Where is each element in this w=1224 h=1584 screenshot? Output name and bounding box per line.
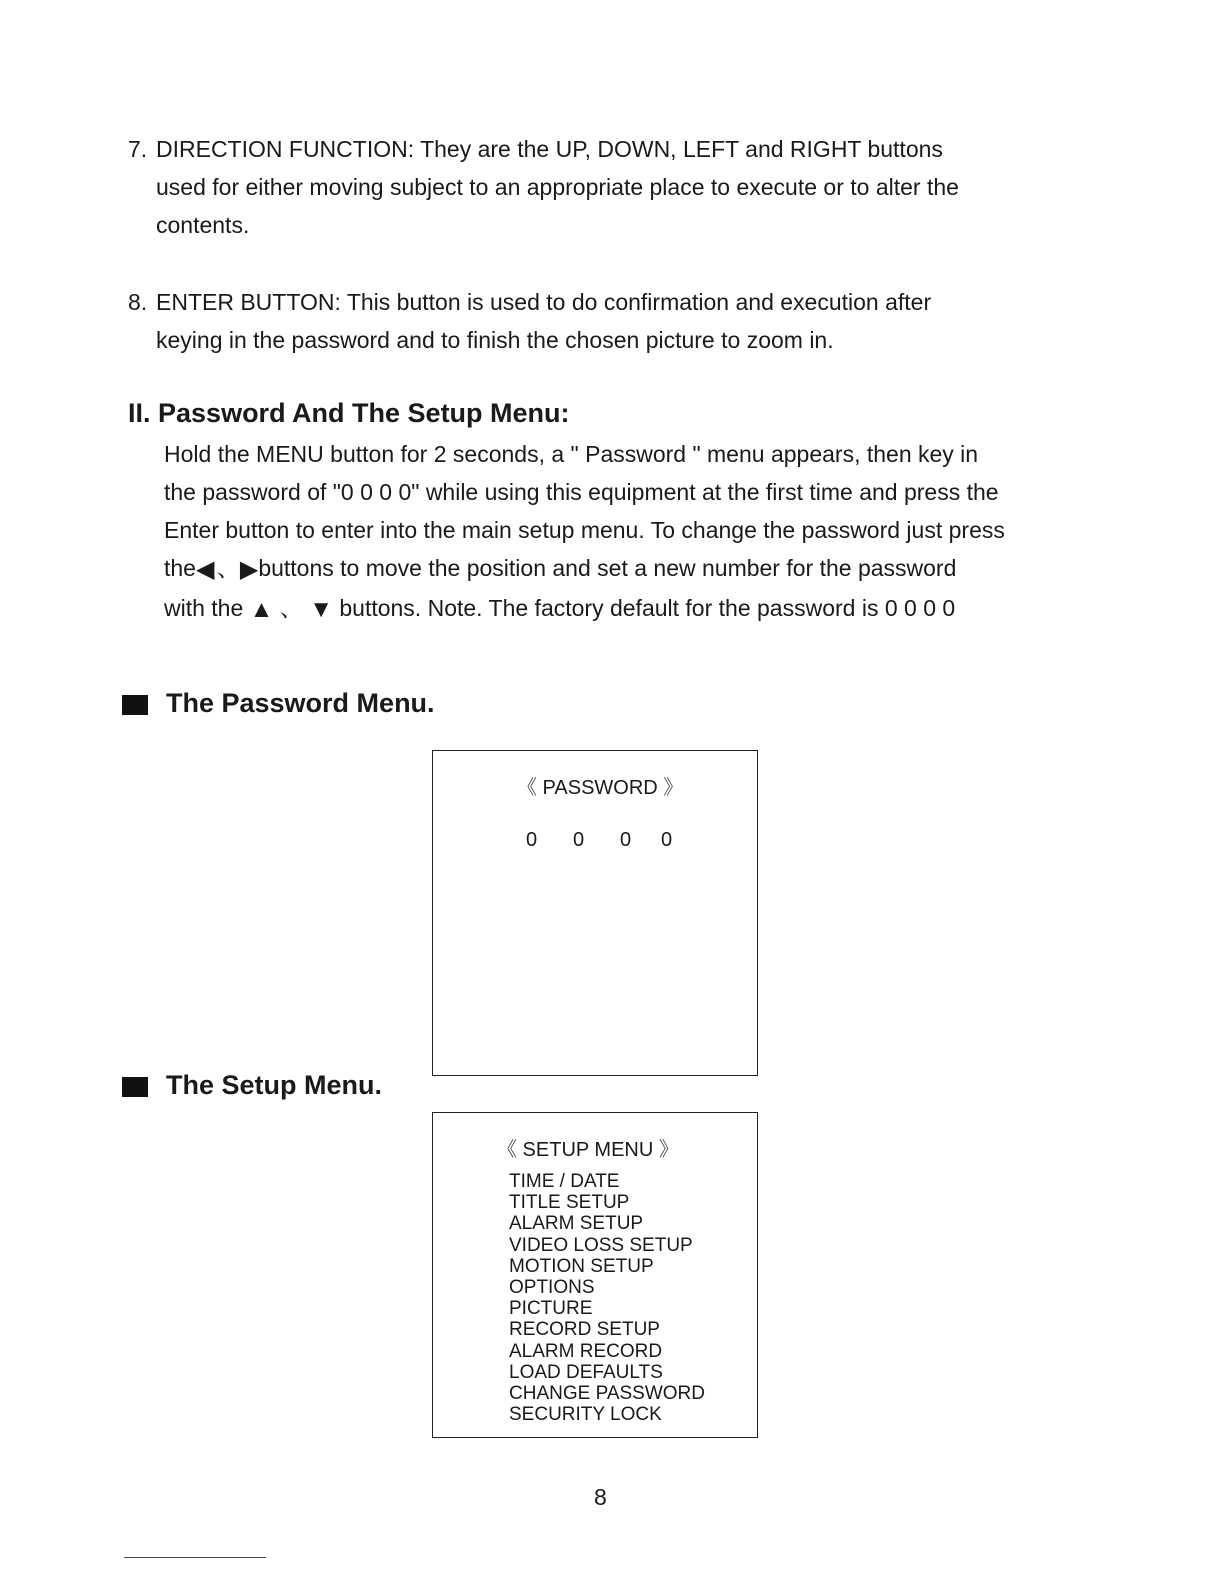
square-bullet-icon bbox=[122, 1077, 148, 1097]
setup-menu-item: TIME / DATE bbox=[509, 1171, 620, 1192]
separator-mark: 、 bbox=[279, 595, 303, 621]
page-number: 8 bbox=[594, 1484, 607, 1510]
password-digit: 0 bbox=[573, 829, 585, 851]
item-number: 8. bbox=[128, 289, 148, 315]
item-line: DIRECTION FUNCTION: They are the UP, DOWN, LEFT and RIGHT buttons bbox=[156, 136, 943, 162]
left-arrow-icon: ◀ bbox=[195, 556, 215, 583]
setup-menu-item: OPTIONS bbox=[509, 1277, 595, 1299]
password-menu-heading bbox=[122, 688, 435, 719]
setup-menu-box bbox=[432, 1112, 758, 1438]
setup-menu-item: SECURITY LOCK bbox=[509, 1404, 662, 1426]
section-paragraph bbox=[164, 435, 1164, 629]
setup-menu-item: ALARM SETUP bbox=[509, 1213, 644, 1235]
para-line: Enter button to enter into the main setup menu. To change the password just press bbox=[164, 517, 1005, 543]
para-text: buttons. Note. The factory default for the password is 0 0 0 0 bbox=[339, 595, 956, 621]
up-arrow-icon: ▲ bbox=[249, 596, 274, 623]
item-number: 7. bbox=[128, 136, 148, 162]
footer-rule bbox=[124, 1557, 266, 1558]
right-arrow-icon: ▶ bbox=[239, 556, 259, 583]
password-menu-title: 《 PASSWORD 》 bbox=[517, 777, 684, 799]
setup-menu-item: CHANGE PASSWORD bbox=[509, 1383, 706, 1405]
para-text: the bbox=[164, 555, 196, 581]
setup-menu-list bbox=[509, 1171, 705, 1425]
password-digit: 0 bbox=[620, 829, 632, 851]
item-line: used for either moving subject to an appropriate place to execute or to alter the bbox=[156, 174, 959, 200]
down-arrow-icon: ▼ bbox=[309, 596, 333, 623]
password-menu-box bbox=[432, 750, 758, 1076]
para-text: with the bbox=[164, 595, 244, 621]
para-line bbox=[164, 549, 1164, 589]
item-line: ENTER BUTTON: This button is used to do confirmation and execution after bbox=[156, 289, 932, 315]
password-digit: 0 bbox=[661, 829, 673, 851]
setup-menu-title: 《 SETUP MENU 》 bbox=[497, 1139, 679, 1161]
section-title: II. Password And The Setup Menu: bbox=[128, 398, 570, 428]
list-item-8 bbox=[128, 283, 1128, 359]
para-line: the password of "0 0 0 0" while using this equipment at the first time and press the bbox=[164, 479, 999, 505]
item-line: contents. bbox=[156, 212, 250, 238]
item-line: keying in the password and to finish the chosen picture to zoom in. bbox=[156, 327, 834, 353]
list-item-7 bbox=[128, 130, 1128, 244]
setup-menu-item: LOAD DEFAULTS bbox=[509, 1361, 663, 1383]
password-digit: 0 bbox=[526, 829, 538, 851]
setup-menu-item: MOTION SETUP bbox=[509, 1255, 654, 1277]
para-line: Hold the MENU button for 2 seconds, a " Password " menu appears, then key in bbox=[164, 441, 979, 467]
setup-menu-item: VIDEO LOSS SETUP bbox=[509, 1234, 693, 1256]
para-text: buttons to move the position and set a new number for the password bbox=[258, 555, 957, 581]
separator-mark: 、 bbox=[216, 555, 240, 581]
square-bullet-icon bbox=[122, 695, 148, 715]
para-line bbox=[164, 589, 1164, 629]
setup-menu-item: ALARM RECORD bbox=[509, 1340, 663, 1362]
heading-text: The Setup Menu. bbox=[166, 1070, 382, 1100]
heading-text: The Password Menu. bbox=[166, 688, 435, 718]
setup-menu-heading bbox=[122, 1070, 382, 1101]
setup-menu-item: TITLE SETUP bbox=[509, 1192, 630, 1214]
setup-menu-item: RECORD SETUP bbox=[509, 1319, 660, 1341]
setup-menu-item: PICTURE bbox=[509, 1298, 593, 1320]
